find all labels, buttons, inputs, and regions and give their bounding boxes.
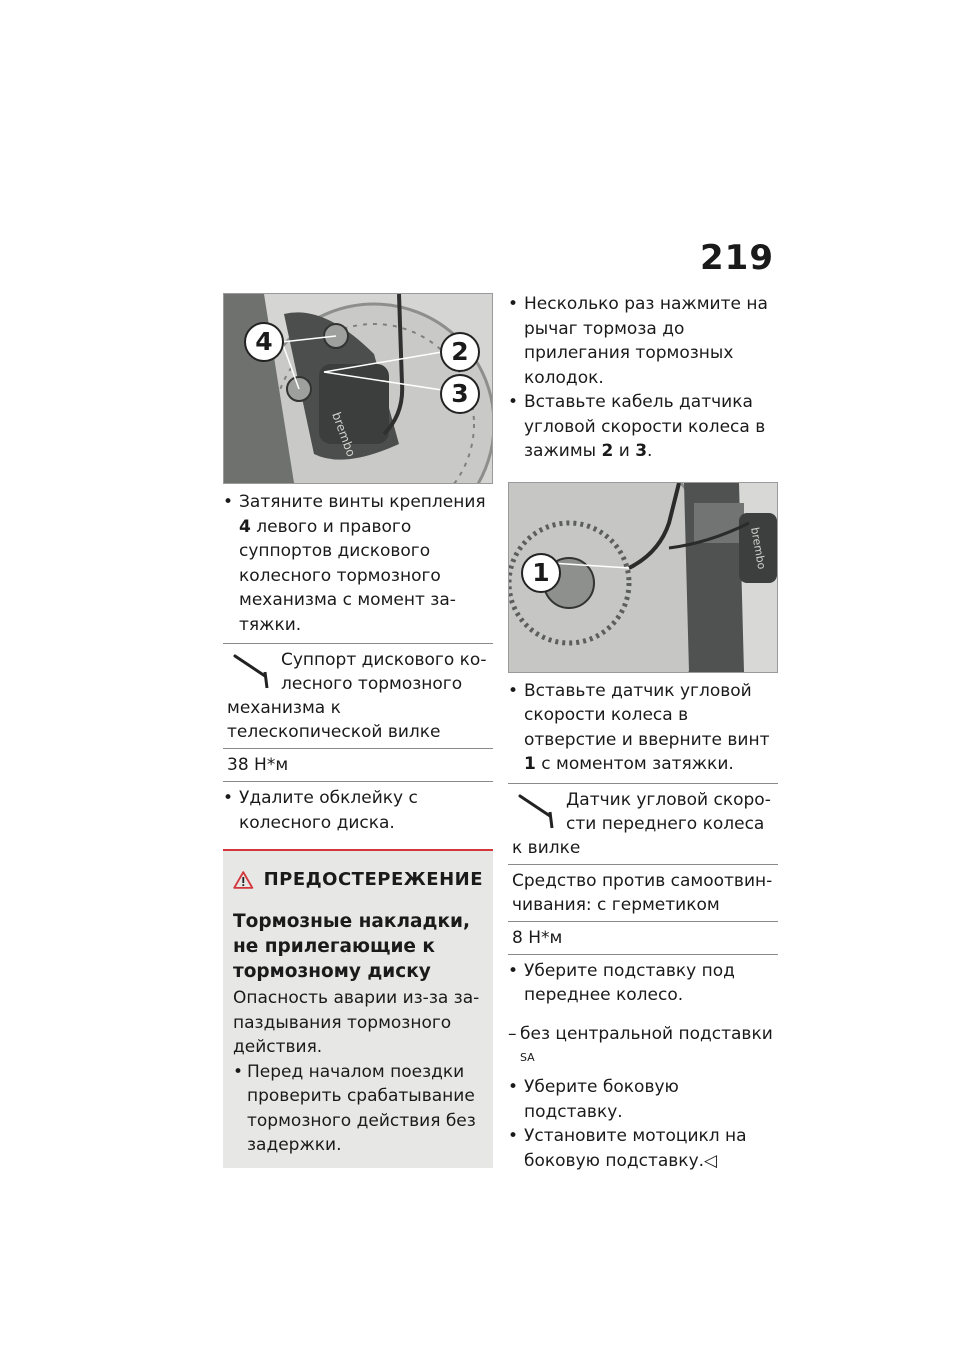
step-pump-brake-lever: • Несколько раз нажмите на рычаг тормоза до прилегания тормозных колодок. (508, 292, 778, 390)
warning-bullet: • Перед началом поездки проверить срабатывание тормозного действия без задержки. (233, 1060, 483, 1158)
page-number: 219 (700, 238, 774, 278)
end-of-section-icon: ◁ (704, 1150, 718, 1171)
torque-wrench-icon (231, 650, 275, 690)
step-remove-side-stand: • Уберите боковую подставку. (508, 1075, 778, 1124)
spec-caliper-value: 38 Н*м (223, 749, 493, 782)
spec-sensor-value: 8 Н*м (508, 921, 778, 954)
step-insert-cable: • Вставьте кабель датчика угловой скорости колеса в зажимы 2 и 3. (508, 390, 778, 464)
warning-title: ПРЕДОСТЕРЕЖЕНИЕ (263, 868, 483, 890)
brake-caliper-figure (223, 293, 493, 484)
callout-1: 1 (521, 553, 561, 593)
sa-badge: SA (520, 1051, 535, 1064)
right-column (508, 292, 778, 1173)
warning-subtitle: Тормозные накладки, не прилегающие к тормозному диску (233, 911, 470, 982)
step-insert-sensor: • Вставьте датчик угловой скорости колеса в отверстие и вверните винт 1 с моментом затяжки. (508, 679, 778, 777)
torque-spec-caliper (223, 643, 493, 782)
callout-4: 4 (244, 322, 284, 362)
step-set-on-side-stand: • Установите мотоцикл на боковую подставку.◁ (508, 1124, 778, 1173)
warning-triangle-icon (233, 865, 254, 895)
wheel-speed-sensor-figure (508, 482, 778, 673)
step-remove-front-stand: • Уберите подставку под переднее колесо. (508, 959, 778, 1008)
brand-label: brembo (329, 410, 359, 459)
callout-3: 3 (440, 374, 480, 414)
left-column (223, 293, 493, 1168)
brand-label-2: brembo (748, 525, 769, 570)
spec-sensor-locking: Средство против самоотвинчивания: с герметиком (508, 864, 778, 921)
warning-body: Опасность аварии из-за запаздывания тормозного действия. (233, 988, 480, 1057)
variant-no-center-stand: – без центральной подставки $^{SA}$ (508, 1022, 778, 1076)
torque-spec-sensor (508, 783, 778, 955)
step-tighten-caliper-bolts: • Затяните винты крепления 4 левого и правого суппортов дискового колесного тормозного механизма с момент затяжки. (223, 490, 493, 637)
callout-2: 2 (440, 332, 480, 372)
torque-wrench-icon (516, 790, 560, 830)
spec-sensor-label: Датчик угловой скорости переднего колеса к вилке (512, 789, 771, 858)
warning-box (223, 849, 493, 1168)
step-remove-sticker: • Удалите обклейку с колесного диска. (223, 786, 493, 835)
spec-caliper-label: Суппорт дискового колесного тормозного механизма к телескопической вилке (227, 650, 487, 742)
